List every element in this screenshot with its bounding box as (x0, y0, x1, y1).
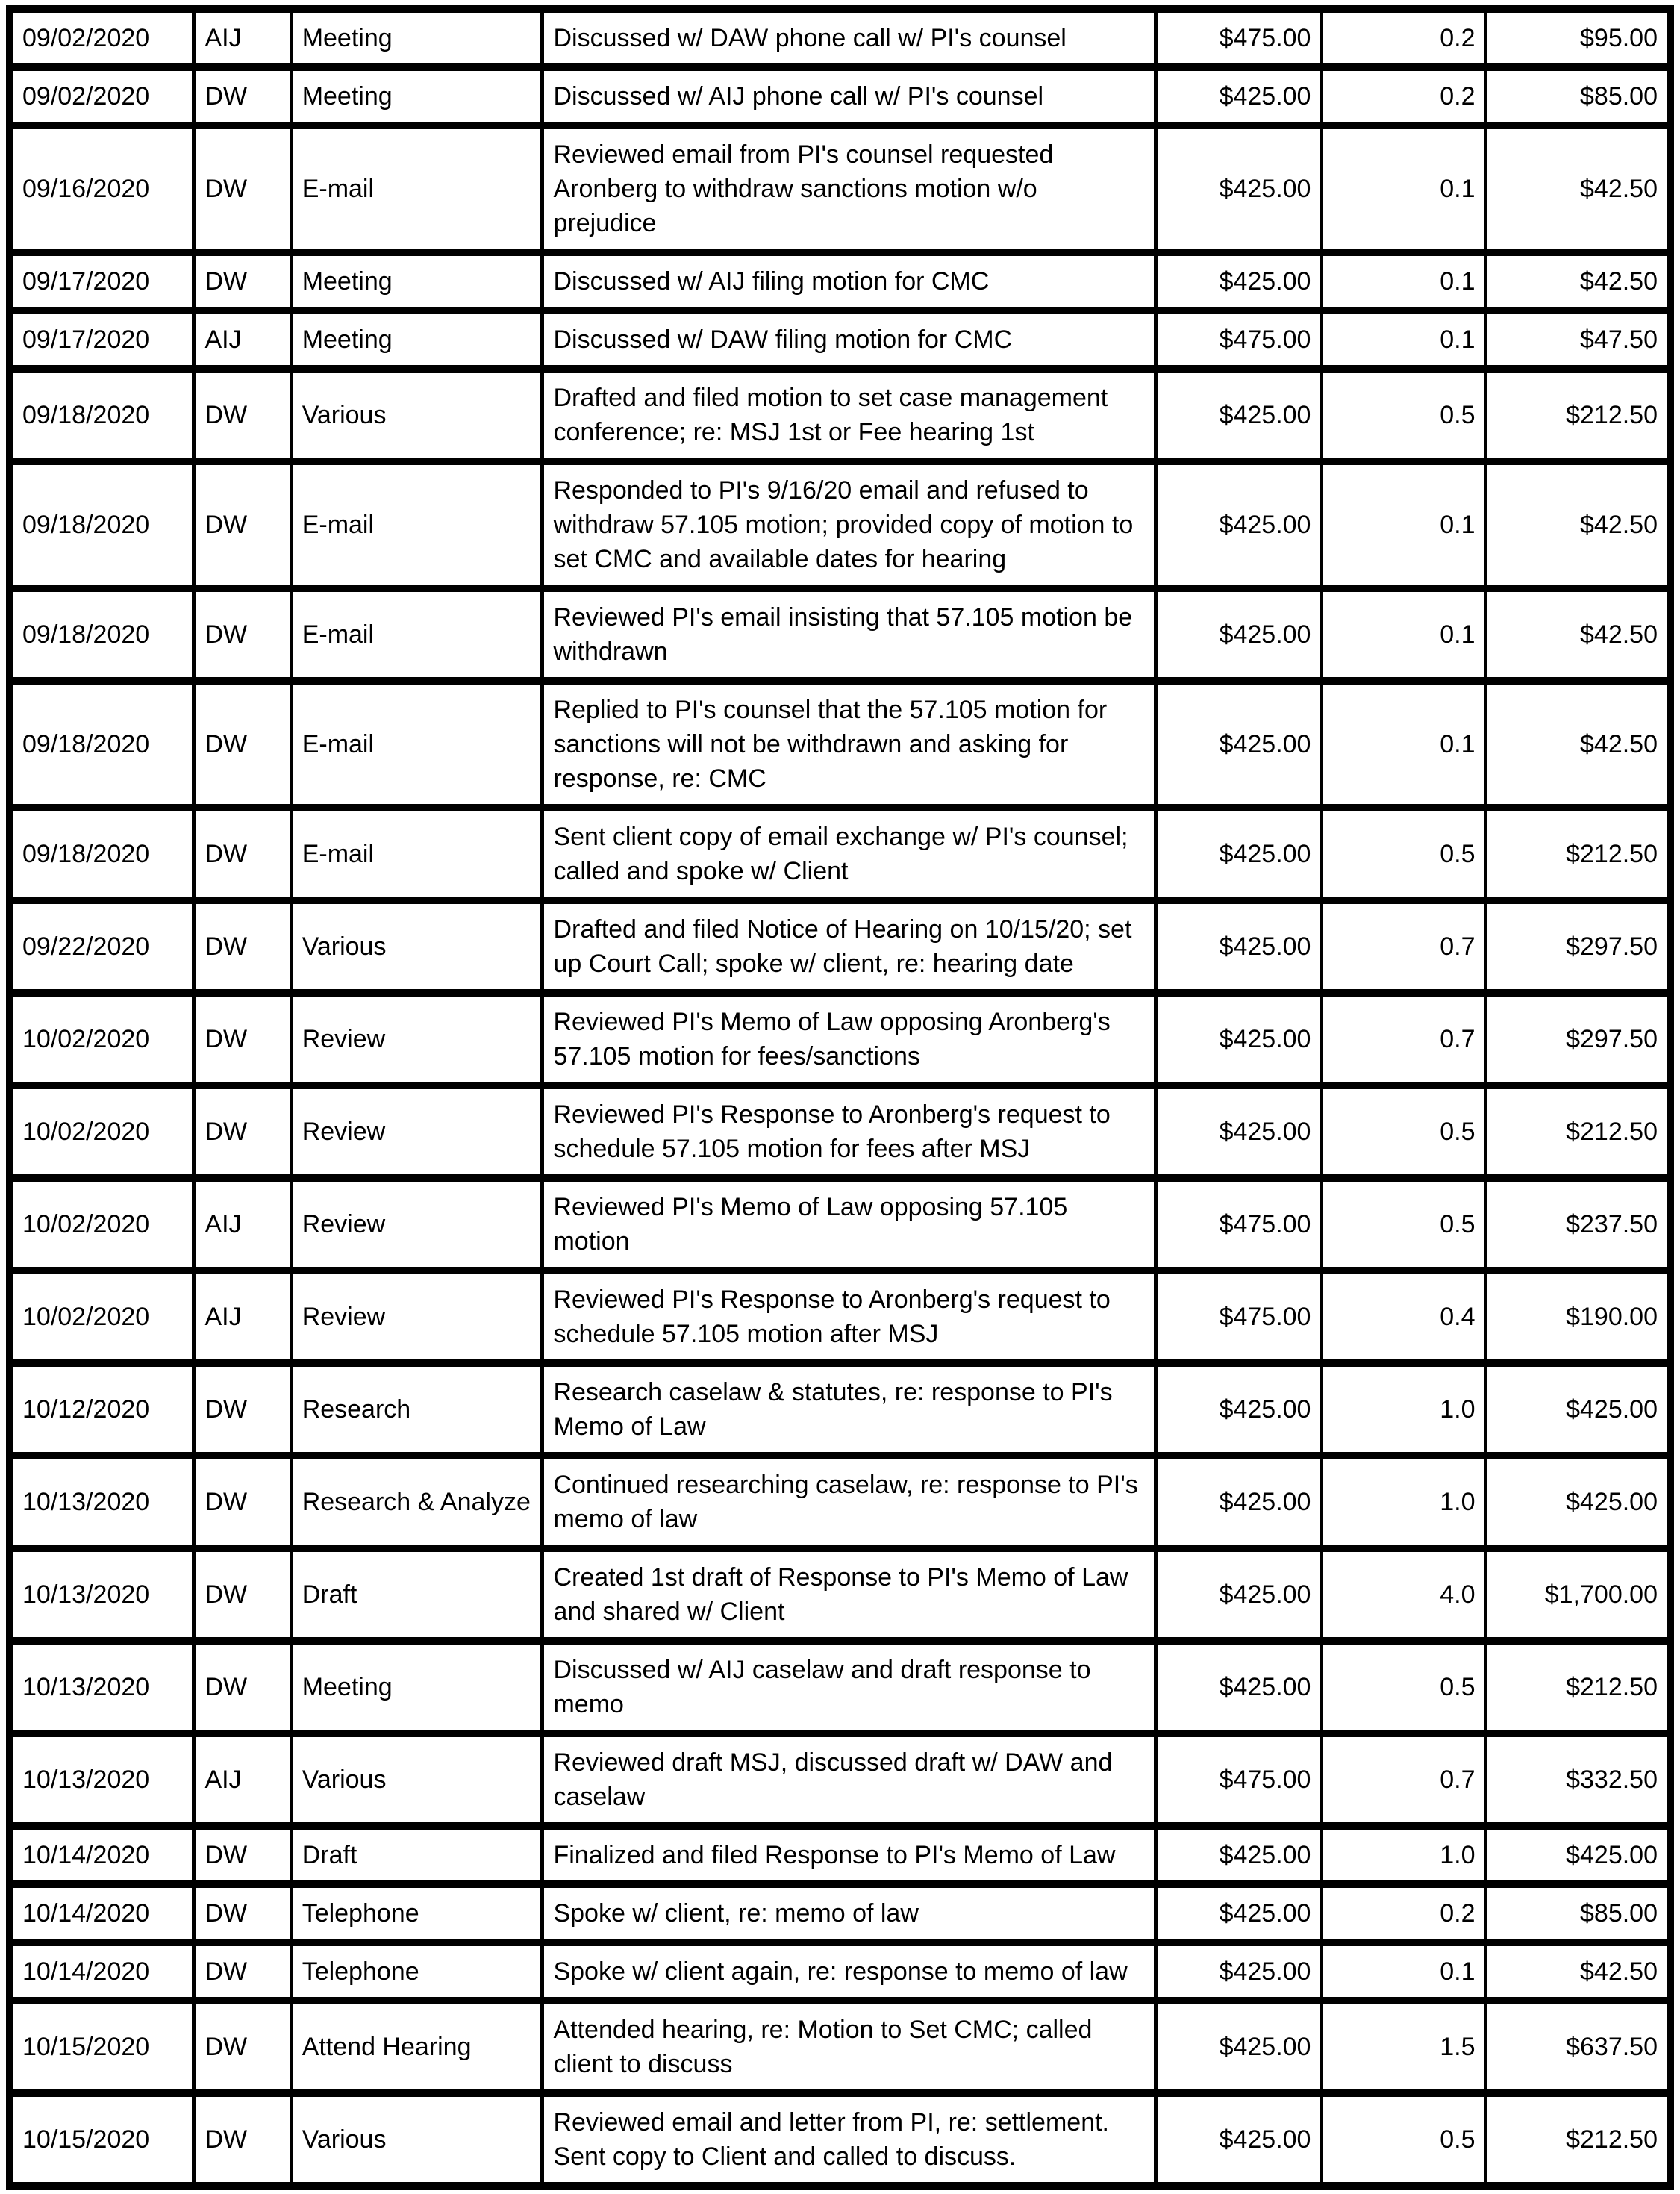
cell-amount: $212.50 (1486, 808, 1670, 900)
table-row (10, 461, 1670, 588)
table-row (10, 252, 1670, 311)
cell-rate: $425.00 (1156, 1456, 1322, 1548)
cell-initials: DW (194, 1942, 291, 2001)
table-row (10, 1884, 1670, 1942)
cell-type: E-mail (291, 588, 543, 681)
cell-date: 10/02/2020 (10, 1085, 194, 1178)
table-row (10, 1733, 1670, 1826)
table-row (10, 125, 1670, 252)
table-row (10, 900, 1670, 993)
cell-description: Reviewed email and letter from PI, re: settlement. Sent copy to Client and called to discuss. (543, 2093, 1156, 2186)
cell-date: 10/13/2020 (10, 1548, 194, 1641)
cell-rate: $425.00 (1156, 2093, 1322, 2186)
cell-initials: DW (194, 1085, 291, 1178)
cell-description: Attended hearing, re: Motion to Set CMC; called client to discuss (543, 2001, 1156, 2093)
cell-initials: DW (194, 2093, 291, 2186)
cell-date: 09/18/2020 (10, 369, 194, 461)
cell-hours: 0.2 (1322, 1884, 1486, 1942)
cell-initials: DW (194, 1456, 291, 1548)
cell-description: Continued researching caselaw, re: response to PI's memo of law (543, 1456, 1156, 1548)
cell-date: 10/15/2020 (10, 2001, 194, 2093)
cell-hours: 0.5 (1322, 1085, 1486, 1178)
cell-type: Telephone (291, 1884, 543, 1942)
cell-hours: 0.1 (1322, 461, 1486, 588)
cell-initials: DW (194, 1884, 291, 1942)
cell-description: Reviewed PI's Memo of Law opposing 57.105 motion (543, 1178, 1156, 1271)
cell-hours: 0.7 (1322, 1733, 1486, 1826)
table-row (10, 808, 1670, 900)
table-row (10, 681, 1670, 808)
cell-initials: AIJ (194, 311, 291, 369)
cell-hours: 1.0 (1322, 1826, 1486, 1884)
billing-table (6, 5, 1674, 2190)
cell-date: 09/18/2020 (10, 808, 194, 900)
cell-date: 09/16/2020 (10, 125, 194, 252)
cell-amount: $425.00 (1486, 1456, 1670, 1548)
cell-hours: 1.0 (1322, 1363, 1486, 1456)
cell-amount: $212.50 (1486, 1641, 1670, 1733)
cell-description: Spoke w/ client again, re: response to memo of law (543, 1942, 1156, 2001)
cell-rate: $425.00 (1156, 2001, 1322, 2093)
cell-hours: 0.5 (1322, 808, 1486, 900)
cell-hours: 0.5 (1322, 369, 1486, 461)
cell-date: 10/12/2020 (10, 1363, 194, 1456)
cell-amount: $42.50 (1486, 681, 1670, 808)
cell-date: 10/15/2020 (10, 2093, 194, 2186)
cell-rate: $425.00 (1156, 67, 1322, 125)
cell-type: Meeting (291, 67, 543, 125)
cell-amount: $95.00 (1486, 9, 1670, 67)
table-row (10, 369, 1670, 461)
cell-type: E-mail (291, 461, 543, 588)
cell-hours: 0.1 (1322, 1942, 1486, 2001)
cell-initials: DW (194, 900, 291, 993)
cell-type: E-mail (291, 808, 543, 900)
table-row (10, 1271, 1670, 1363)
cell-amount: $297.50 (1486, 900, 1670, 993)
cell-date: 10/02/2020 (10, 993, 194, 1085)
cell-date: 10/14/2020 (10, 1942, 194, 2001)
cell-date: 10/13/2020 (10, 1641, 194, 1733)
cell-amount: $85.00 (1486, 67, 1670, 125)
cell-amount: $637.50 (1486, 2001, 1670, 2093)
cell-amount: $1,700.00 (1486, 1548, 1670, 1641)
cell-amount: $47.50 (1486, 311, 1670, 369)
cell-initials: AIJ (194, 1733, 291, 1826)
cell-type: Research & Analyze (291, 1456, 543, 1548)
cell-rate: $475.00 (1156, 9, 1322, 67)
cell-hours: 1.5 (1322, 2001, 1486, 2093)
cell-amount: $297.50 (1486, 993, 1670, 1085)
cell-type: E-mail (291, 681, 543, 808)
cell-date: 09/02/2020 (10, 67, 194, 125)
cell-amount: $190.00 (1486, 1271, 1670, 1363)
cell-hours: 0.1 (1322, 588, 1486, 681)
cell-hours: 0.1 (1322, 125, 1486, 252)
table-row (10, 588, 1670, 681)
cell-date: 09/17/2020 (10, 252, 194, 311)
cell-type: Review (291, 1085, 543, 1178)
cell-description: Reviewed PI's email insisting that 57.105 motion be withdrawn (543, 588, 1156, 681)
cell-rate: $425.00 (1156, 1085, 1322, 1178)
table-row (10, 1942, 1670, 2001)
table-row (10, 1178, 1670, 1271)
cell-initials: DW (194, 461, 291, 588)
cell-rate: $475.00 (1156, 1178, 1322, 1271)
cell-hours: 4.0 (1322, 1548, 1486, 1641)
cell-type: Telephone (291, 1942, 543, 2001)
cell-rate: $425.00 (1156, 808, 1322, 900)
cell-initials: DW (194, 67, 291, 125)
cell-amount: $212.50 (1486, 369, 1670, 461)
cell-type: Draft (291, 1826, 543, 1884)
cell-date: 09/02/2020 (10, 9, 194, 67)
cell-amount: $42.50 (1486, 1942, 1670, 2001)
cell-type: Meeting (291, 311, 543, 369)
cell-rate: $425.00 (1156, 252, 1322, 311)
cell-description: Discussed w/ DAW phone call w/ PI's counsel (543, 9, 1156, 67)
cell-description: Reviewed PI's Memo of Law opposing Aronberg's 57.105 motion for fees/sanctions (543, 993, 1156, 1085)
cell-hours: 0.5 (1322, 1641, 1486, 1733)
cell-date: 10/13/2020 (10, 1456, 194, 1548)
cell-date: 10/13/2020 (10, 1733, 194, 1826)
table-row (10, 311, 1670, 369)
cell-description: Discussed w/ AIJ phone call w/ PI's counsel (543, 67, 1156, 125)
cell-rate: $425.00 (1156, 588, 1322, 681)
cell-date: 10/14/2020 (10, 1884, 194, 1942)
cell-initials: DW (194, 808, 291, 900)
cell-initials: AIJ (194, 1271, 291, 1363)
cell-type: Review (291, 993, 543, 1085)
cell-rate: $425.00 (1156, 1363, 1322, 1456)
cell-type: Review (291, 1178, 543, 1271)
cell-rate: $425.00 (1156, 1826, 1322, 1884)
cell-date: 09/18/2020 (10, 681, 194, 808)
cell-date: 09/22/2020 (10, 900, 194, 993)
cell-date: 09/18/2020 (10, 588, 194, 681)
cell-description: Reviewed email from PI's counsel requested Aronberg to withdraw sanctions motion w/o prejudice (543, 125, 1156, 252)
cell-initials: DW (194, 252, 291, 311)
table-row (10, 1456, 1670, 1548)
cell-type: Various (291, 369, 543, 461)
cell-description: Research caselaw & statutes, re: response to PI's Memo of Law (543, 1363, 1156, 1456)
billing-table-body (10, 9, 1670, 2186)
cell-date: 10/14/2020 (10, 1826, 194, 1884)
cell-rate: $425.00 (1156, 681, 1322, 808)
cell-amount: $42.50 (1486, 252, 1670, 311)
cell-description: Responded to PI's 9/16/20 email and refused to withdraw 57.105 motion; provided copy of motion to set CMC and available dates for hearing (543, 461, 1156, 588)
cell-type: Research (291, 1363, 543, 1456)
cell-type: Meeting (291, 9, 543, 67)
cell-type: Various (291, 2093, 543, 2186)
cell-description: Sent client copy of email exchange w/ PI's counsel; called and spoke w/ Client (543, 808, 1156, 900)
cell-description: Discussed w/ AIJ filing motion for CMC (543, 252, 1156, 311)
cell-date: 10/02/2020 (10, 1271, 194, 1363)
cell-date: 10/02/2020 (10, 1178, 194, 1271)
cell-rate: $425.00 (1156, 1884, 1322, 1942)
cell-amount: $212.50 (1486, 2093, 1670, 2186)
cell-rate: $475.00 (1156, 1271, 1322, 1363)
cell-date: 09/17/2020 (10, 311, 194, 369)
cell-amount: $212.50 (1486, 1085, 1670, 1178)
table-row (10, 9, 1670, 67)
cell-rate: $425.00 (1156, 461, 1322, 588)
cell-initials: DW (194, 125, 291, 252)
cell-type: Various (291, 900, 543, 993)
cell-rate: $425.00 (1156, 369, 1322, 461)
cell-rate: $475.00 (1156, 1733, 1322, 1826)
cell-hours: 0.2 (1322, 9, 1486, 67)
cell-hours: 0.1 (1322, 252, 1486, 311)
cell-description: Discussed w/ AIJ caselaw and draft response to memo (543, 1641, 1156, 1733)
cell-description: Drafted and filed motion to set case management conference; re: MSJ 1st or Fee hearing 1st (543, 369, 1156, 461)
cell-initials: DW (194, 681, 291, 808)
table-row (10, 2001, 1670, 2093)
cell-type: Review (291, 1271, 543, 1363)
cell-description: Reviewed draft MSJ, discussed draft w/ DAW and caselaw (543, 1733, 1156, 1826)
cell-hours: 0.2 (1322, 67, 1486, 125)
cell-description: Discussed w/ DAW filing motion for CMC (543, 311, 1156, 369)
table-row (10, 67, 1670, 125)
cell-type: E-mail (291, 125, 543, 252)
table-row (10, 1826, 1670, 1884)
cell-type: Meeting (291, 252, 543, 311)
table-row (10, 993, 1670, 1085)
cell-hours: 0.7 (1322, 993, 1486, 1085)
cell-initials: DW (194, 993, 291, 1085)
cell-initials: AIJ (194, 9, 291, 67)
cell-hours: 0.4 (1322, 1271, 1486, 1363)
cell-initials: DW (194, 1548, 291, 1641)
cell-amount: $42.50 (1486, 125, 1670, 252)
cell-hours: 1.0 (1322, 1456, 1486, 1548)
table-row (10, 1085, 1670, 1178)
cell-initials: DW (194, 1363, 291, 1456)
cell-hours: 0.7 (1322, 900, 1486, 993)
cell-initials: DW (194, 1641, 291, 1733)
cell-amount: $85.00 (1486, 1884, 1670, 1942)
cell-hours: 0.1 (1322, 311, 1486, 369)
cell-description: Reviewed PI's Response to Aronberg's request to schedule 57.105 motion after MSJ (543, 1271, 1156, 1363)
cell-rate: $475.00 (1156, 311, 1322, 369)
table-row (10, 1363, 1670, 1456)
cell-type: Attend Hearing (291, 2001, 543, 2093)
cell-amount: $42.50 (1486, 588, 1670, 681)
table-row (10, 1641, 1670, 1733)
cell-rate: $425.00 (1156, 993, 1322, 1085)
cell-rate: $425.00 (1156, 900, 1322, 993)
cell-hours: 0.5 (1322, 1178, 1486, 1271)
cell-hours: 0.1 (1322, 681, 1486, 808)
cell-type: Various (291, 1733, 543, 1826)
cell-initials: DW (194, 2001, 291, 2093)
cell-initials: AIJ (194, 1178, 291, 1271)
cell-amount: $42.50 (1486, 461, 1670, 588)
cell-description: Finalized and filed Response to PI's Memo of Law (543, 1826, 1156, 1884)
cell-type: Meeting (291, 1641, 543, 1733)
cell-amount: $425.00 (1486, 1363, 1670, 1456)
cell-initials: DW (194, 369, 291, 461)
cell-initials: DW (194, 588, 291, 681)
cell-amount: $237.50 (1486, 1178, 1670, 1271)
cell-description: Reviewed PI's Response to Aronberg's request to schedule 57.105 motion for fees after MSJ (543, 1085, 1156, 1178)
cell-description: Replied to PI's counsel that the 57.105 motion for sanctions will not be withdrawn and asking for response, re: CMC (543, 681, 1156, 808)
cell-description: Spoke w/ client, re: memo of law (543, 1884, 1156, 1942)
cell-rate: $425.00 (1156, 125, 1322, 252)
cell-initials: DW (194, 1826, 291, 1884)
cell-type: Draft (291, 1548, 543, 1641)
cell-rate: $425.00 (1156, 1942, 1322, 2001)
cell-amount: $332.50 (1486, 1733, 1670, 1826)
cell-description: Drafted and filed Notice of Hearing on 10/15/20; set up Court Call; spoke w/ client, re: hearing date (543, 900, 1156, 993)
table-row (10, 1548, 1670, 1641)
table-row (10, 2093, 1670, 2186)
cell-rate: $425.00 (1156, 1548, 1322, 1641)
cell-hours: 0.5 (1322, 2093, 1486, 2186)
cell-description: Created 1st draft of Response to PI's Memo of Law and shared w/ Client (543, 1548, 1156, 1641)
cell-amount: $425.00 (1486, 1826, 1670, 1884)
cell-rate: $425.00 (1156, 1641, 1322, 1733)
cell-date: 09/18/2020 (10, 461, 194, 588)
